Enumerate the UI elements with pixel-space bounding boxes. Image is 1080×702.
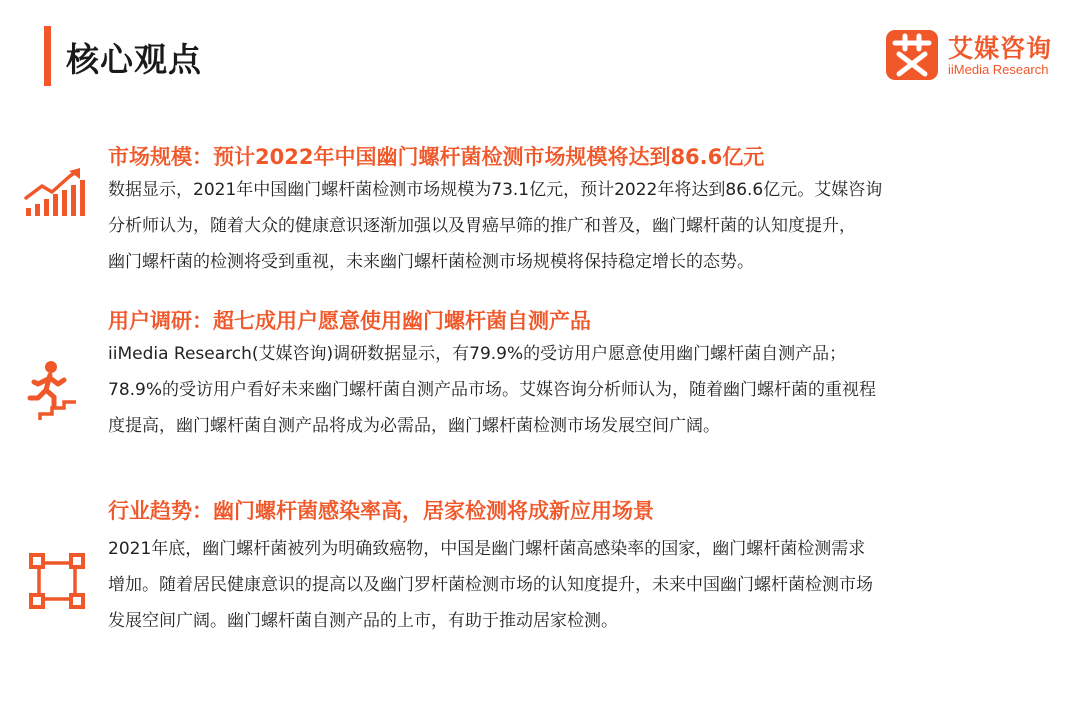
brand-logo	[886, 27, 1066, 83]
growth-chart-icon	[24, 168, 90, 222]
body-line: 78.9%的受访用户看好未来幽门螺杆菌自测产品市场。艾媒咨询分析师认为，随着幽门螺杆菌的重视程	[108, 380, 877, 400]
section-heading: 市场规模：预计2022年中国幽门螺杆菌检测市场规模将达到86.6亿元	[108, 145, 765, 169]
section-heading: 行业趋势：幽门螺杆菌感染率高，居家检测将成新应用场景	[108, 499, 654, 523]
section-body	[108, 531, 1038, 639]
brand-name-en: iiMedia Research	[948, 62, 1049, 77]
section-body	[108, 172, 1038, 280]
section-body	[108, 336, 1038, 444]
body-line: 增加。随着居民健康意识的提高以及幽门罗杆菌检测市场的认知度提升，未来中国幽门螺杆菌检测市场	[108, 575, 873, 595]
body-line: 度提高，幽门螺杆菌自测产品将成为必需品，幽门螺杆菌检测市场发展空间广阔。	[108, 416, 720, 436]
brand-name-cn: 艾媒咨询	[948, 34, 1053, 63]
body-line: 发展空间广阔。幽门螺杆菌自测产品的上市，有助于推动居家检测。	[108, 611, 618, 631]
body-line: 分析师认为，随着大众的健康意识逐渐加强以及胃癌早筛的推广和普及，幽门螺杆菌的认知度提升，	[108, 216, 856, 236]
brand-mark-icon	[886, 30, 938, 80]
body-line: iiMedia Research(艾媒咨询)调研数据显示，有79.9%的受访用户愿意使用幽门螺杆菌自测产品；	[108, 344, 847, 364]
page-title: 核心观点	[66, 40, 202, 79]
section-heading: 用户调研：超七成用户愿意使用幽门螺杆菌自测产品	[108, 309, 591, 333]
network-nodes-icon	[28, 552, 86, 614]
body-line: 数据显示，2021年中国幽门螺杆菌检测市场规模为73.1亿元，预计2022年将达到86.6亿元。艾媒咨询	[108, 180, 883, 200]
person-climbing-stairs-icon	[26, 360, 78, 426]
body-line: 幽门螺杆菌的检测将受到重视，未来幽门螺杆菌检测市场规模将保持稳定增长的态势。	[108, 252, 754, 272]
title-accent-bar	[44, 26, 51, 86]
body-line: 2021年底，幽门螺杆菌被列为明确致癌物，中国是幽门螺杆菌高感染率的国家，幽门螺杆菌检测需求	[108, 539, 866, 559]
